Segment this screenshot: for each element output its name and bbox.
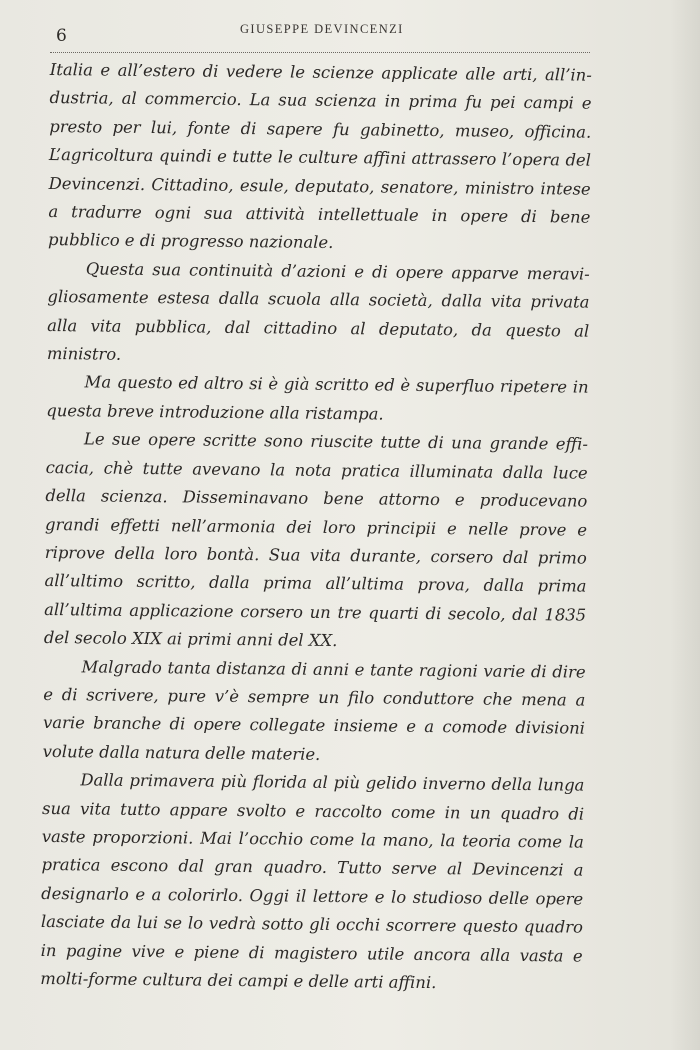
page-number: 6	[56, 26, 67, 46]
body-text	[40, 56, 592, 999]
paragraph-4: Le sue opere scritte sono riuscite tutte di una grande effi-cacia, chè tutte avevano la nota pratica illuminata dalla luce della scienza. Disseminavano bene attorno e producevano grandi effetti nell’armonia dei loro principii e nelle prove e riprove della loro bontà. Sua vita durante, corsero dal primo all’ultimo scritto, dalla prima all’ultima prova, dalla prima all’ultima applicazione corsero un tre quarti di secolo, dal 1835 del secolo XIX ai primi anni del XX.	[43, 429, 589, 651]
paragraph-6: Dalla primavera più florida al più gelido inverno della lunga sua vita tutto appare svolto e raccolto come in un quadro di vaste proporzioni. Mai l’occhio come la mano, la teoria come la pratica escono dal gran quadro. Tutto serve al Devincenzi a designarlo e a colorirlo. Oggi il lettore e lo studioso delle opere lasciate da lui se lo vedrà sotto gli occhi scorrere questo quadro in pagine vive e piene di magistero utile ancora alla vasta e molti-forme cultura dei campi e delle arti affini.	[40, 770, 585, 993]
paragraph-3: Ma questo ed altro si è già scritto ed è superfluo ripetere in questa breve introduzione alla ristampa.	[46, 372, 589, 424]
paragraph-2: Questa sua continuità d’azioni e di opere apparve meravi-gliosamente estesa dalla scuola alla società, dalla vita privata alla vita pubblica, dal cittadino al deputato, da questo al ministro.	[46, 259, 590, 364]
header-rule	[50, 52, 590, 53]
page-edge-shadow	[670, 0, 700, 1050]
paragraph-5: Malgrado tanta distanza di anni e tante ragioni varie di dire e di scrivere, pure v’è sempre un filo conduttore che mena a varie branche di opere collegate insieme e a comode divisioni volute dalla natura delle materie.	[42, 656, 586, 764]
running-title: GIUSEPPE DEVINCENZI	[240, 22, 404, 36]
paragraph-1: Italia e all’estero di vedere le scienze applicate alle arti, all’in-dustria, al commercio. La sua scienza in prima fu pei campi e presto per lui, fonte di sapere fu gabinetto, museo, officina. L’agricoltura quindi e tutte le culture affini attrassero l’opera del Devincenzi. Cittadino, esule, deputato, senatore, ministro intese a tradurre ogni sua attività intellettuale in opere di bene pubblico e di progresso nazionale.	[47, 59, 592, 253]
running-head	[50, 16, 590, 56]
